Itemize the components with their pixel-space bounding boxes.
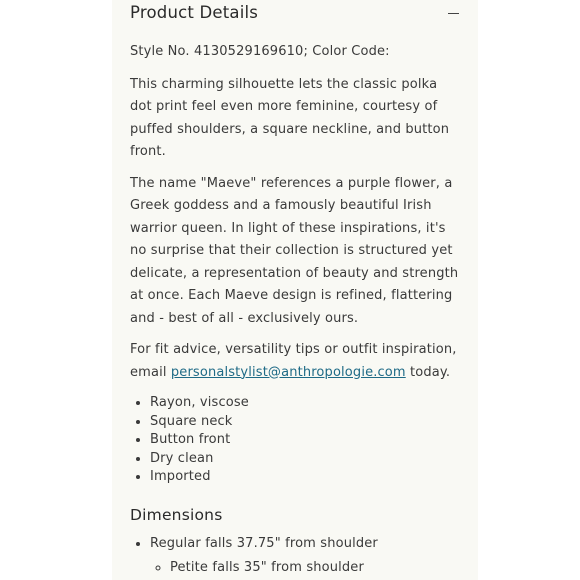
- product-details-content: [130, 0, 460, 577]
- feature-list: [130, 394, 460, 487]
- dimension-regular-text: Regular falls 37.75" from shoulder: [150, 535, 378, 551]
- list-item: • Square neck: [150, 413, 460, 432]
- fit-advice-paragraph: [130, 339, 460, 384]
- dimension-item-petite: ◦ Petite falls 35" from shoulder: [170, 559, 460, 577]
- product-details-header[interactable]: [130, 0, 460, 30]
- dimensions-title: Dimensions: [130, 505, 223, 524]
- list-item: • Rayon, viscose: [150, 394, 460, 413]
- list-item: • Dry clean: [150, 450, 460, 469]
- fit-advice-suffix: today.: [405, 364, 451, 380]
- dimensions-sublist: [150, 559, 460, 577]
- dimension-item-regular: [150, 535, 460, 577]
- minus-icon[interactable]: [446, 4, 462, 22]
- list-item: • Button front: [150, 431, 460, 450]
- style-number: Style No. 4130529169610; Color Code:: [130, 44, 390, 59]
- description-paragraph-1: This charming silhouette lets the classic polka dot print feel even more feminine, courtesy of puffed shoulders, a square neckline, and button front.: [130, 76, 450, 159]
- description-paragraph-2: The name "Maeve" references a purple flower, a Greek goddess and a famously beautiful Irish warrior queen. In light of these inspirations, it's no surprise that their collection is structured yet delicate, a representation of beauty and strength at once. Each Maeve design is refined, flattering and - best of all - exclusively ours.: [130, 175, 459, 326]
- list-item: • Imported: [150, 468, 460, 487]
- stylist-email-link[interactable]: personalstylist@anthropologie.com: [170, 364, 406, 380]
- product-details-panel: [112, 0, 478, 580]
- dimensions-list: [130, 535, 460, 577]
- section-title: Product Details: [130, 3, 259, 22]
- fit-advice-text: For fit advice, versatility tips or outfit inspiration, email: [130, 342, 457, 380]
